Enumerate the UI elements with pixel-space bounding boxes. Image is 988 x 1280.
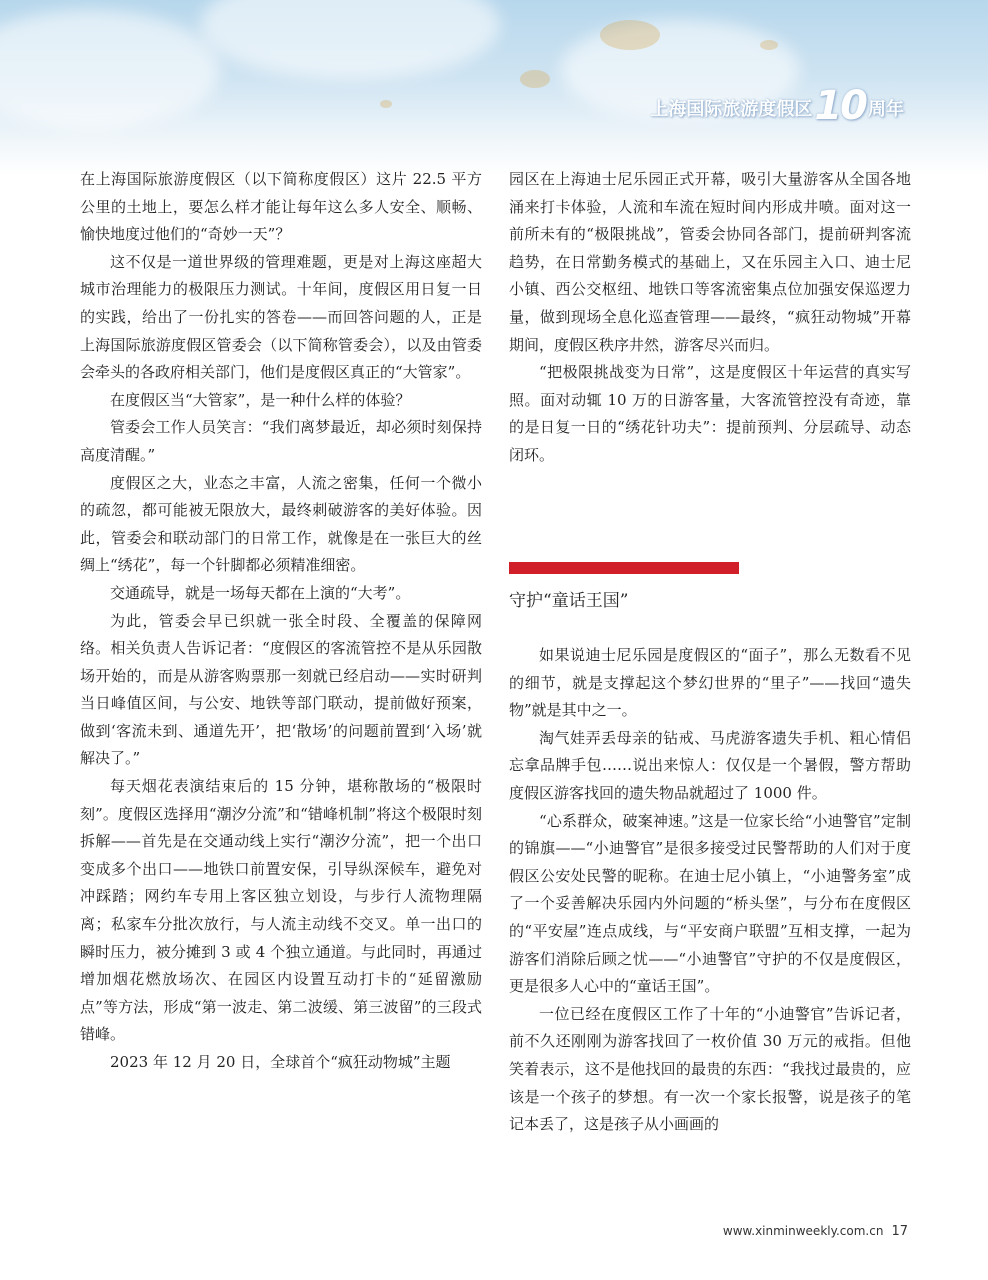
- paragraph: 一位已经在度假区工作了十年的“小迪警官”告诉记者，前不久还刚刚为游客找回了一枚价值 30 万元的戒指。但他笑着表示，这不是他找回的最贵的东西：“我找过最贵的，应该是一个孩子的梦想。有一次一个家长报警，说是孩子的笔记本丢了，这是孩子从小画画的: [509, 1004, 911, 1134]
- paragraph: 度假区之大，业态之丰富，人流之密集，任何一个微小的疏忽，都可能被无限放大，最终刺破游客的美好体验。因此，管委会和联动部门的日常工作，就像是在一张巨大的丝绸上“绣花”，每一个针脚都必须精准细密。: [80, 473, 482, 575]
- paragraph: 如果说迪士尼乐园是度假区的“面子”，那么无数看不见的细节，就是支撑起这个梦幻世界的“里子”——找回“遗失物”就是其中之一。: [509, 646, 911, 720]
- header-title-suffix: 周年: [868, 99, 904, 120]
- paragraph: 为此，管委会早已织就一张全时段、全覆盖的保障网络。相关负责人告诉记者：“度假区的客流管控不是从乐园散场开始的，而是从游客购票那一刻就已经启动——实时研判当日峰值区间，与公安、地铁等部门联动，提前做好预案，做到‘客流未到、通道先开’，把‘散场’的问题前置到‘入场’就解决了。”: [80, 611, 482, 768]
- paragraph: 这不仅是一道世界级的管理难题，更是对上海这座超大城市治理能力的极限压力测试。十年间，度假区用日复一日的实践，给出了一份扎实的答卷——而回答问题的人，正是上海国际旅游度假区管委会（以下简称管委会），以及由管委会牵头的各政府相关部门，他们是度假区真正的“大管家”。: [80, 252, 482, 382]
- section-title: 守护“童话王国”: [509, 591, 629, 611]
- paragraph: 2023 年 12 月 20 日，全球首个“疯狂动物城”主题: [110, 1053, 451, 1071]
- paragraph: 管委会工作人员笑言：“我们离梦最近，却必须时刻保持高度清醒。”: [80, 418, 482, 464]
- page-footer: [723, 1224, 908, 1239]
- header-title-number: 10: [814, 83, 866, 129]
- paragraph: 园区在上海迪士尼乐园正式开幕，吸引大量游客从全国各地涌来打卡体验，人流和车流在短时间内形成井喷。面对这一前所未有的“极限挑战”，管委会协同各部门，提前研判客流趋势，在日常勤务模式的基础上，又在乐园主入口、迪士尼小镇、西公交枢纽、地铁口等客流密集点位加强安保巡逻力量，做到现场全息化巡查管理——最终，“疯狂动物城”开幕期间，度假区秩序井然，游客尽兴而归。: [509, 170, 911, 354]
- paragraph: “心系群众，破案神速。”这是一位家长给“小迪警官”定制的锦旗——“小迪警官”是很多接受过民警帮助的人们对于度假区公安处民警的昵称。在迪士尼小镇上，“小迪警务室”成了一个妥善解决乐园内外问题的“桥头堡”，与分布在度假区的“平安屋”连点成线，与“平安商户联盟”互相支撑，一起为游客们消除后顾之忧——“小迪警官”守护的不仅是度假区，更是很多人心中的“童话王国”。: [509, 811, 911, 996]
- section-accent-bar: [509, 562, 739, 574]
- right-column-top: [509, 166, 911, 470]
- left-column: [80, 166, 482, 1077]
- paragraph: 在上海国际旅游度假区（以下简称度假区）这片 22.5 平方公里的土地上，要怎么样才能让每年这么多人安全、顺畅、愉快地度过他们的“奇妙一天”？: [80, 170, 482, 244]
- paragraph: 交通疏导，就是一场每天都在上演的“大考”。: [110, 583, 411, 602]
- paragraph: 在度假区当“大管家”，是一种什么样的体验？: [110, 390, 411, 409]
- header-title: [650, 83, 904, 129]
- paragraph: “把极限挑战变为日常”，这是度假区十年运营的真实写照。面对动辄 10 万的日游客量，大客流管控没有奇迹，靠的是日复一日的“绣花针功夫”：提前预判、分层疏导、动态闭环。: [509, 363, 911, 464]
- footer-url[interactable]: www.xinminweekly.com.cn: [722, 1224, 884, 1238]
- paragraph: 淘气娃弄丢母亲的钻戒、马虎游客遗失手机、粗心情侣忘拿品牌手包……说出来惊人：仅仅是一个暑假，警方帮助度假区游客找回的遗失物品就超过了 1000 件。: [509, 728, 911, 802]
- right-column-bottom: [509, 642, 911, 1139]
- paragraph: 每天烟花表演结束后的 15 分钟，堪称散场的“极限时刻”。度假区选择用“潮汐分流”和“错峰机制”将这个极限时刻拆解——首先是在交通动线上实行“潮汐分流”，把一个出口变成多个出口——地铁口前置安保，引导纵深候车，避免对冲踩踏；网约车专用上客区独立划设，与步行人流物理隔离；私家车分批次放行，与人流主动线不交叉。单一出口的瞬时压力，被分摊到 3 或 4 个独立通道。与此同时，再通过增加烟花燃放场次、在园区内设置互动打卡的“延留激励点”等方法，形成“第一波走、第二波缓、第三波留”的三段式错峰。: [80, 777, 482, 1044]
- page-number: 17: [891, 1224, 908, 1239]
- header-title-prefix: 上海国际旅游度假区: [650, 99, 813, 120]
